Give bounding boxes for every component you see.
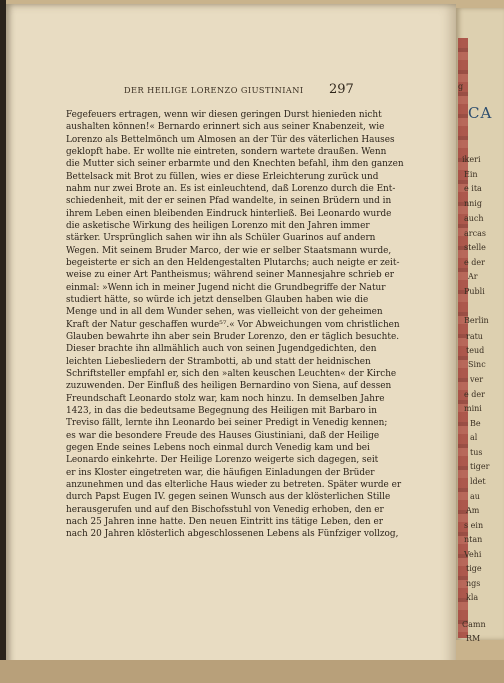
next-page-text-fragment: Sinc xyxy=(468,360,486,369)
text-line: schiedenheit, mit der er seinen Pfad wandelte, in seinen Brüdern und in xyxy=(66,196,392,207)
next-page-text-fragment: tus xyxy=(470,448,483,457)
next-page-text-fragment: ratu xyxy=(466,332,483,341)
text-line: aushalten können!« Bernardo erinnert sich aus seiner Knabenzeit, wie xyxy=(66,122,385,133)
text-line: Wegen. Mit seinem Bruder Marco, der wie er selber Staatsmann wurde, xyxy=(66,245,392,256)
text-line: nach 20 Jahren klösterlich abgeschlossenen Lebens als Fünfziger vollzog, xyxy=(66,529,399,540)
next-page-text-fragment: Camn xyxy=(462,620,486,629)
next-page-text-fragment: RM xyxy=(466,634,481,643)
text-line: stärker. Ursprünglich sahen wir ihn als Schüler Guarinos auf andern xyxy=(66,233,376,244)
next-page-text-fragment: mini xyxy=(464,404,482,413)
next-page-text-fragment: ver xyxy=(470,375,484,384)
text-line: Menge und in all dem Wunder sehen, was vielleicht von der geheimen xyxy=(66,307,383,318)
next-page-text-fragment: ngs xyxy=(466,579,481,588)
next-page-text-fragment: ntan xyxy=(464,535,483,544)
text-line: die asketische Wirkung des heiligen Lorenzo mit den Jahren immer xyxy=(66,220,370,231)
body-text xyxy=(66,109,404,540)
next-page-text-fragment: Am xyxy=(466,506,480,515)
next-page-text-fragment: teud xyxy=(466,346,485,355)
next-page-text-fragment: tiger xyxy=(470,462,490,471)
text-line: durch Papst Eugen IV. gegen seinen Wunsch aus der klösterlichen Stille xyxy=(66,492,391,503)
next-page-text-fragment: nnig xyxy=(464,199,482,208)
page-header xyxy=(124,82,354,101)
page-number: 297 xyxy=(329,82,354,97)
next-page-text-fragment: Be xyxy=(470,419,481,428)
text-line: Fegefeuers ertragen, wenn wir diesen geringen Durst hienieden nicht xyxy=(66,110,382,120)
text-line: Lorenzo als Bettelmönch um Almosen an der Tür des väterlichen Hauses xyxy=(66,134,395,145)
text-line: er ins Kloster eingetreten war, die häufigen Einladungen der Brüder xyxy=(66,467,375,478)
text-line: begeisterte er sich an den Heldengestalten Plutarchs; auch neigte er zeit- xyxy=(66,257,400,268)
text-line: gegen Ende seines Lebens noch einmal durch Venedig kam und bei xyxy=(66,442,370,453)
text-line: Dieser brachte ihn allmählich auch von seinen Jugendgedichten, den xyxy=(66,344,377,355)
text-line: die Mutter sich seiner erbarmte und den Knechten befahl, ihm den ganzen xyxy=(66,159,404,170)
next-page-text-fragment: Berlin xyxy=(464,316,489,325)
next-page-text-fragment: ldet xyxy=(470,477,486,486)
next-page-text-fragment: e der xyxy=(464,258,485,267)
text-line: zuzuwenden. Der Einfluß des heiligen Bernardino von Siena, auf dessen xyxy=(66,381,392,392)
next-page-text-fragment: CA xyxy=(468,104,493,122)
text-line: geklopft habe. Er wollte nie eintreten, sondern wartete draußen. Wenn xyxy=(66,146,387,157)
next-page-text-fragment: kla xyxy=(466,593,479,602)
next-page-text-fragment: tige xyxy=(466,564,482,573)
text-line: Freundschaft Leonardo stolz war, kam noch hinzu. In demselben Jahre xyxy=(66,393,385,404)
text-line: anzunehmen und das elterliche Haus wieder zu betreten. Später wurde er xyxy=(66,479,402,490)
text-line: Treviso fällt, lernte ihn Leonardo bei seiner Predigt in Venedig kennen; xyxy=(66,418,388,429)
text-line: nach 25 Jahren inne hatte. Den neuen Eintritt ins tätige Leben, den er xyxy=(66,516,383,527)
text-line: nahm nur zwei Brote an. Es ist einleuchtend, daß Lorenzo durch die Ent- xyxy=(66,183,396,194)
next-page-text-fragment: g xyxy=(458,82,464,91)
text-line: 1423, in das die bedeutsame Begegnung des Heiligen mit Barbaro in xyxy=(66,405,377,416)
text-line: einmal: »Wenn ich in meiner Jugend nicht die Grundbegriffe der Natur xyxy=(66,282,386,293)
next-page-text-fragment: Publi xyxy=(464,287,485,296)
next-page-text-fragment: e ita xyxy=(464,184,482,193)
text-line: Schriftsteller empfahl er, sich den »alten keuschen Leuchten« der Kirche xyxy=(66,368,397,379)
text-line: weise zu einer Art Pantheismus; während seiner Mannesjahre schrieb er xyxy=(66,270,394,281)
next-page-text-fragment: s ein xyxy=(464,521,484,530)
next-page-text-fragment: auch xyxy=(464,214,484,223)
text-line: herausgerufen und auf den Bischofsstuhl von Venedig erhoben, den er xyxy=(66,504,384,515)
next-page-text-fragment: al xyxy=(470,433,478,442)
next-page-edge xyxy=(456,8,504,643)
next-page-text-fragment: stelle xyxy=(464,243,486,252)
page-bottom-edge xyxy=(0,660,504,683)
text-line: ihrem Leben einen bleibenden Eindruck hinterließ. Bei Leonardo wurde xyxy=(66,208,392,219)
text-line: es war die besondere Freude des Hauses Giustiniani, daß der Heilige xyxy=(66,430,380,441)
next-page-text-fragment: au xyxy=(470,492,480,501)
book-page xyxy=(6,4,456,676)
text-line: Leonardo einkehrte. Der Heilige Lorenzo weigerte sich dagegen, seit xyxy=(66,455,379,466)
next-page-text-fragment: arcas xyxy=(464,229,486,238)
next-page-text-fragment: e der xyxy=(464,390,485,399)
text-line: studiert hätte, so würde ich jetzt denselben Glauben haben wie die xyxy=(66,294,369,305)
text-line: Kraft der Natur geschaffen wurde⁵⁷.« Vor Abweichungen vom christlichen xyxy=(66,319,400,330)
text-line: leichten Liebesliedern der Strambotti, ab und statt der heidnischen xyxy=(66,356,371,367)
next-page-text-fragment: Vehi xyxy=(464,550,482,559)
next-page-text-fragment: Ein xyxy=(464,170,478,179)
text-line: Bettelsack mit Brot zu füllen, wies er diese Erleichterung zurück und xyxy=(66,171,379,182)
running-title: DER HEILIGE LORENZO GIUSTINIANI xyxy=(124,85,304,95)
next-page-text-fragment: ikeri xyxy=(462,155,481,164)
text-line: Glauben bewahrte ihn aber sein Bruder Lorenzo, den er täglich besuchte. xyxy=(66,331,400,342)
next-page-text-fragment: Ar xyxy=(468,272,478,281)
